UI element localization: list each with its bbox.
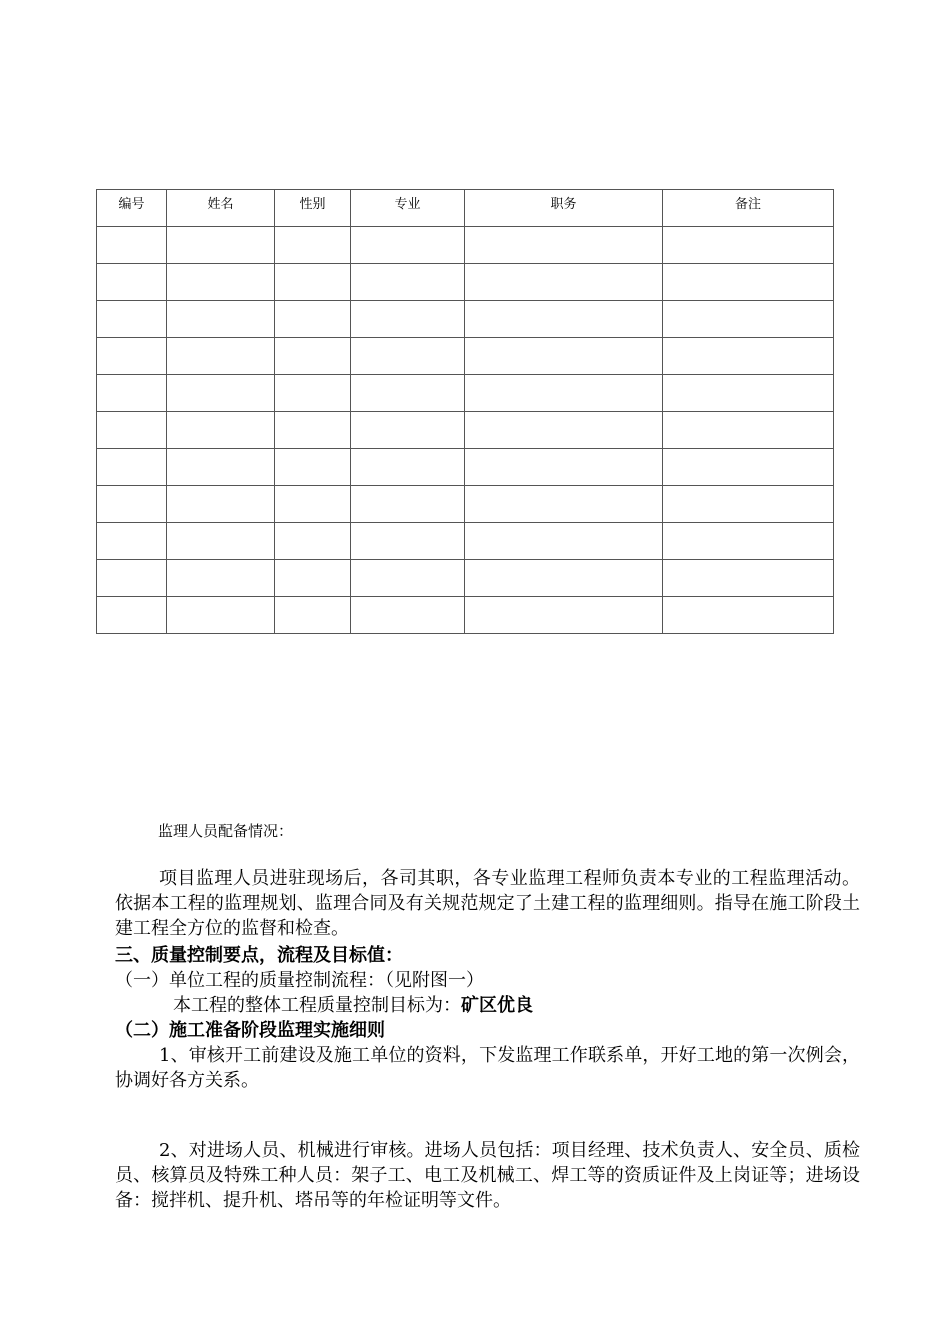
table-row bbox=[97, 301, 834, 338]
table-cell bbox=[167, 449, 275, 486]
header-name: 姓名 bbox=[167, 190, 275, 227]
header-gender: 性别 bbox=[275, 190, 351, 227]
table-cell bbox=[275, 449, 351, 486]
table-cell bbox=[97, 449, 167, 486]
table-cell bbox=[351, 449, 465, 486]
table-cell bbox=[275, 523, 351, 560]
table-cell bbox=[465, 449, 663, 486]
table-cell bbox=[663, 301, 834, 338]
table-row bbox=[97, 597, 834, 634]
table-cell bbox=[663, 560, 834, 597]
table-cell bbox=[351, 560, 465, 597]
table-row bbox=[97, 486, 834, 523]
table-cell bbox=[97, 375, 167, 412]
table-header-row bbox=[97, 190, 834, 227]
table-cell bbox=[275, 264, 351, 301]
table-cell bbox=[167, 338, 275, 375]
table-cell bbox=[351, 301, 465, 338]
table-cell bbox=[97, 264, 167, 301]
table-cell bbox=[465, 375, 663, 412]
table-row bbox=[97, 449, 834, 486]
table-cell bbox=[167, 486, 275, 523]
table-row bbox=[97, 227, 834, 264]
table-cell bbox=[465, 523, 663, 560]
paragraph-staffing: 项目监理人员进驻现场后，各司其职，各专业监理工程师负责本专业的工程监理活动。依据本工程的监理规划、监理合同及有关规范规定了土建工程的监理细则。指导在施工阶段土建工程全方位的监督和检查。 bbox=[115, 868, 860, 939]
table-cell bbox=[465, 412, 663, 449]
table-cell bbox=[167, 301, 275, 338]
table-row bbox=[97, 375, 834, 412]
table-cell bbox=[351, 412, 465, 449]
table-cell bbox=[275, 227, 351, 264]
table-cell bbox=[167, 560, 275, 597]
table-cell bbox=[275, 486, 351, 523]
table-cell bbox=[663, 449, 834, 486]
table-cell bbox=[351, 338, 465, 375]
table-caption: 监理人员配备情况： bbox=[158, 822, 294, 840]
table-cell bbox=[465, 264, 663, 301]
table-cell bbox=[275, 375, 351, 412]
table-cell bbox=[351, 375, 465, 412]
table-row bbox=[97, 560, 834, 597]
table-cell bbox=[167, 264, 275, 301]
table-cell bbox=[663, 486, 834, 523]
quality-goal-value: 矿区优良 bbox=[461, 995, 533, 1016]
subsection-2-title: （二）施工准备阶段监理实施细则 bbox=[115, 1020, 385, 1041]
table-row bbox=[97, 338, 834, 375]
table-row bbox=[97, 523, 834, 560]
table-cell bbox=[275, 412, 351, 449]
table-cell bbox=[351, 264, 465, 301]
table-cell bbox=[663, 597, 834, 634]
staff-table bbox=[96, 189, 834, 634]
section-3-title: 三、质量控制要点，流程及目标值： bbox=[115, 945, 403, 966]
table-cell bbox=[167, 375, 275, 412]
table-cell bbox=[275, 597, 351, 634]
table-cell bbox=[167, 523, 275, 560]
table-cell bbox=[97, 597, 167, 634]
table-cell bbox=[167, 227, 275, 264]
item-1: 1、审核开工前建设及施工单位的资料，下发监理工作联系单，开好工地的第一次例会，协调好各方关系。 bbox=[115, 1045, 860, 1091]
table-cell bbox=[97, 523, 167, 560]
table-cell bbox=[465, 486, 663, 523]
table-cell bbox=[275, 301, 351, 338]
table-cell bbox=[465, 560, 663, 597]
table-cell bbox=[97, 560, 167, 597]
table-cell bbox=[167, 597, 275, 634]
table-cell bbox=[663, 264, 834, 301]
table-cell bbox=[351, 486, 465, 523]
header-major: 专业 bbox=[351, 190, 465, 227]
table-cell bbox=[663, 338, 834, 375]
subsection-1-title: （一）单位工程的质量控制流程：（见附图一） bbox=[115, 970, 484, 991]
table-body bbox=[97, 227, 834, 634]
table-row bbox=[97, 412, 834, 449]
header-remarks: 备注 bbox=[663, 190, 834, 227]
header-number: 编号 bbox=[97, 190, 167, 227]
table-cell bbox=[97, 227, 167, 264]
table-cell bbox=[97, 338, 167, 375]
quality-goal bbox=[173, 993, 533, 1018]
table-cell bbox=[663, 523, 834, 560]
table-cell bbox=[167, 412, 275, 449]
table-cell bbox=[97, 301, 167, 338]
table-cell bbox=[97, 412, 167, 449]
table-cell bbox=[663, 412, 834, 449]
table-cell bbox=[465, 227, 663, 264]
table-cell bbox=[97, 486, 167, 523]
table-cell bbox=[275, 338, 351, 375]
table-row bbox=[97, 264, 834, 301]
header-position: 职务 bbox=[465, 190, 663, 227]
table-cell bbox=[465, 338, 663, 375]
table-cell bbox=[663, 227, 834, 264]
table-cell bbox=[663, 375, 834, 412]
table-cell bbox=[465, 597, 663, 634]
table-cell bbox=[351, 597, 465, 634]
quality-goal-label: 本工程的整体工程质量控制目标为： bbox=[173, 995, 461, 1016]
table-cell bbox=[275, 560, 351, 597]
table-cell bbox=[351, 523, 465, 560]
table-cell bbox=[465, 301, 663, 338]
table-cell bbox=[351, 227, 465, 264]
item-2: 2、对进场人员、机械进行审核。进场人员包括：项目经理、技术负责人、安全员、质检员、核算员及特殊工种人员：架子工、电工及机械工、焊工等的资质证件及上岗证等；进场设备：搅拌机、提升机、塔吊等的年检证明等文件。 bbox=[115, 1140, 860, 1211]
